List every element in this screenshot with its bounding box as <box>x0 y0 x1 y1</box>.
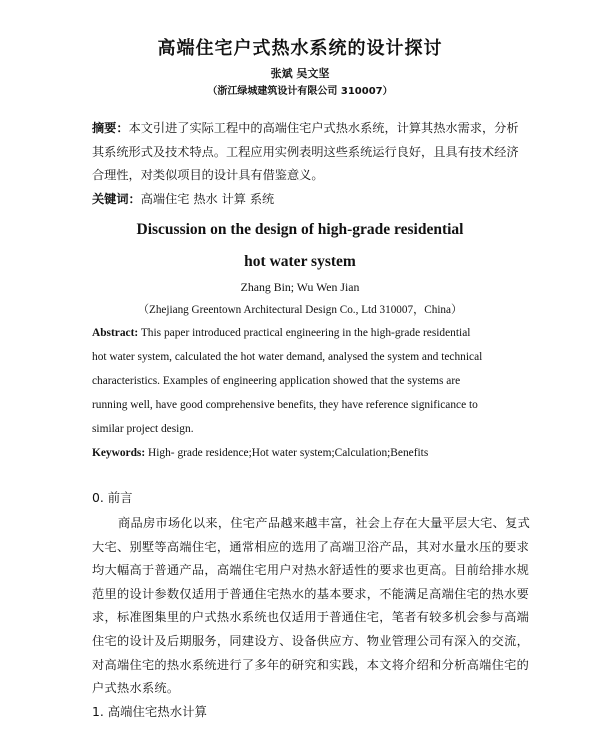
section-0-line-7: 对高端住宅的热水系统进行了多年的研究和实践，本文将介绍和分析高端住宅的 <box>92 658 530 672</box>
en-keywords-line <box>92 448 428 459</box>
cn-title: 高端住宅户式热水系统的设计探讨 <box>157 38 443 59</box>
section-0-line-5: 求，标准图集里的户式热水系统也仅适用于普通住宅，笔者有较多机会参与高端 <box>92 610 530 624</box>
section-0-line-2: 大宅、别墅等高端住宅，通常相应的选用了高端卫浴产品，其对水量水压的要求 <box>92 540 530 554</box>
en-abstract-line-4: running well, have good comprehensive benefits, they have reference significance to <box>92 399 478 411</box>
en-affiliation: （Zhejiang Greentown Architectural Design Co., Ltd 310007，China） <box>137 304 463 316</box>
en-title-line-2: hot water system <box>244 253 356 270</box>
section-1-heading: 1. 高端住宅热水计算 <box>92 704 207 719</box>
en-abstract-text-1: This paper introduced practical engineering in the high-grade residential <box>140 327 471 339</box>
section-0-line-6: 住宅的设计及后期服务，同建设方、设备供应方、物业管理公司有深入的交流， <box>92 634 530 648</box>
cn-keywords-line <box>92 193 274 205</box>
en-authors: Zhang Bin; Wu Wen Jian <box>240 280 360 294</box>
en-keywords-label: Keywords: <box>92 447 146 459</box>
en-abstract-line-3: characteristics. Examples of engineering application showed that the systems are <box>92 375 461 387</box>
section-0-line-4: 范里的设计参数仅适用于普通住宅热水的基本要求，不能满足高端住宅的热水要 <box>92 587 530 601</box>
cn-authors: 张斌 吴文坚 <box>270 67 330 80</box>
en-abstract-label: Abstract: <box>92 327 139 339</box>
cn-abstract-line-3: 合理性，对类似项目的设计具有借鉴意义。 <box>92 168 324 182</box>
en-abstract-line-5: similar project design. <box>92 423 194 435</box>
cn-keywords: 高端住宅 热水 计算 系统 <box>140 192 275 206</box>
section-0-line-1: 商品房市场化以来，住宅产品越来越丰富，社会上存在大量平层大宅、复式 <box>118 516 531 530</box>
cn-abstract-line-2: 其系统形式及技术特点。工程应用实例表明这些系统运行良好，且具有技术经济 <box>92 145 519 159</box>
en-title-line-1: Discussion on the design of high-grade residential <box>136 221 464 238</box>
cn-keywords-label: 关键词： <box>92 192 141 206</box>
cn-affiliation: （浙江绿城建筑设计有限公司 310007） <box>207 86 393 97</box>
cn-abstract-label: 摘要： <box>92 121 129 135</box>
cn-abstract-text-1: 本文引进了实际工程中的高端住宅户式热水系统，计算其热水需求，分析 <box>128 121 519 135</box>
en-keywords: High- grade residence;Hot water system;Calculation;Benefits <box>148 447 429 459</box>
cn-abstract-line-1 <box>92 122 519 134</box>
section-0-line-8: 户式热水系统。 <box>92 681 180 695</box>
section-0-heading: 0. 前言 <box>92 490 133 505</box>
section-0-line-3: 均大幅高于普通产品，高端住宅用户对热水舒适性的要求也更高。目前给排水规 <box>92 563 530 577</box>
en-abstract-line-1 <box>92 328 470 339</box>
en-abstract-line-2: hot water system, calculated the hot water demand, analysed the system and technical <box>92 351 483 363</box>
